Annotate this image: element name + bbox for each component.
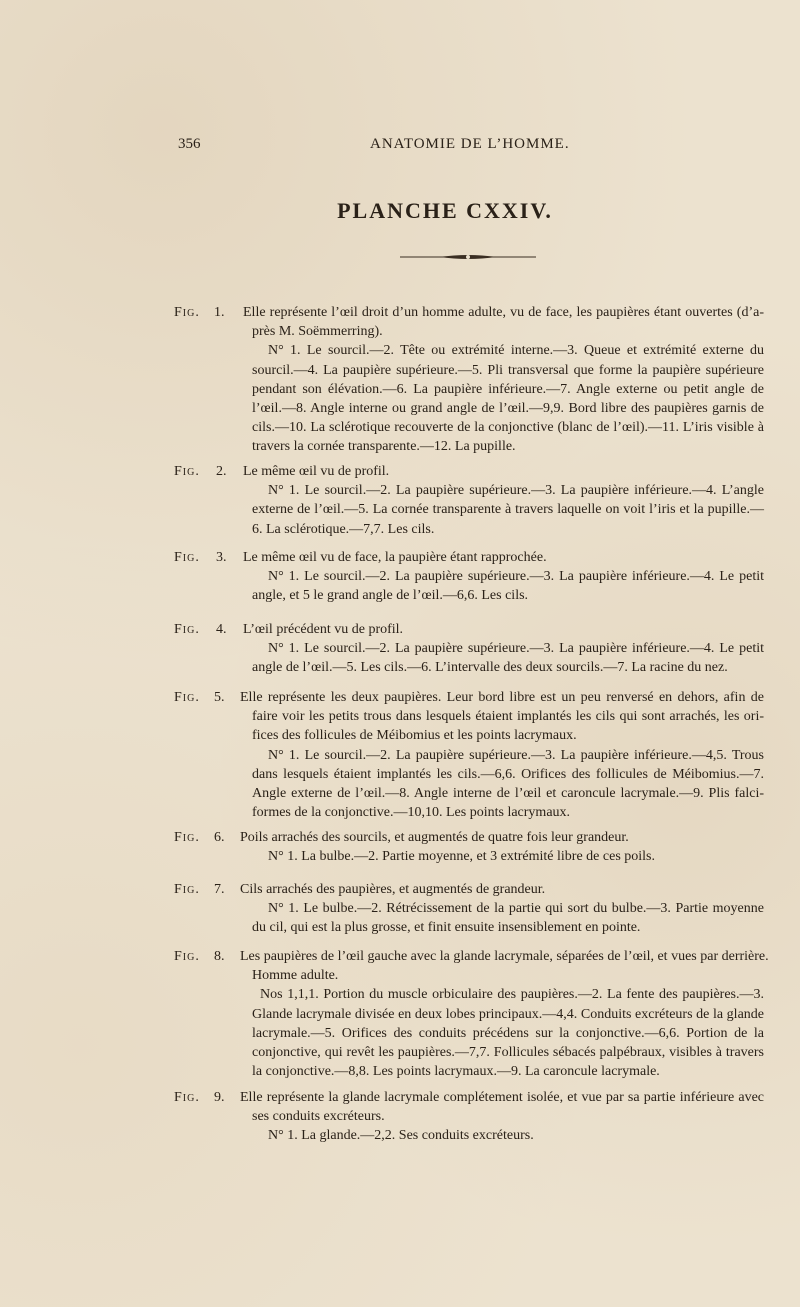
figure-label: Fig.: [174, 830, 200, 845]
figure-text-line: Les paupières de l’œil gauche avec la glande lacrymale, séparées de l’œil, et vues par derrière.: [240, 949, 769, 964]
figure-text-line: faire voir les petits trous dans lesquels étaient implantés les cils qui sont arrachés, les ori-: [252, 709, 764, 725]
figure-number: 9.: [214, 1090, 225, 1105]
figure-text-line: Poils arrachés des sourcils, et augmentés de quatre fois leur grandeur.: [240, 830, 629, 845]
running-head: ANATOMIE DE L’HOMME.: [370, 136, 570, 152]
figure-text-line: conjonctive, qui revêt les paupières.—7,7. Follicules sébacés palpébraux, visibles à travers: [252, 1045, 764, 1060]
figure-label: Fig.: [174, 882, 200, 897]
figure-text-line: Homme adulte.: [252, 968, 339, 984]
figure-text-line: Elle représente les deux paupières. Leur bord libre est un peu renversé en dehors, afin de: [240, 690, 764, 705]
figure-number: 2.: [216, 464, 227, 479]
figure-text-line: L’œil précédent vu de profil.: [243, 622, 404, 637]
figure-number: 5.: [214, 690, 225, 705]
figure-text-line: N° 1. Le bulbe.—2. Rétrécissement de la partie qui sort du bulbe.—3. Partie moyenne: [268, 901, 764, 917]
figure-number: 4.: [216, 622, 227, 637]
figure-text-line: formes de la conjonctive.—10,10. Les points lacrymaux.: [252, 805, 571, 821]
figure-text-line: N° 1. Le sourcil.—2. La paupière supérieure.—3. La paupière inférieure.—4. Le petit: [268, 641, 764, 657]
figure-text-line: sourcil.—4. La paupière supérieure.—5. Pli transversal que forme la paupière supérieure: [252, 362, 764, 378]
figure-label: Fig.: [174, 305, 200, 320]
figure-text-line: N° 1. Le sourcil.—2. La paupière supérieure.—3. La paupière inférieure.—4. Le petit: [268, 569, 764, 585]
figure-text-line: Glande lacrymale divisée en deux lobes principaux.—4,4. Conduits excréteurs de la glande: [252, 1006, 764, 1022]
figure-text-line: N° 1. Le sourcil.—2. La paupière supérieure.—3. La paupière inférieure.—4,5. Trous: [268, 747, 764, 763]
figure-text-line: dans lesquels étaient implantés les cils.—6,6. Orifices des follicules de Méibomius.—7.: [252, 766, 764, 782]
figure-text-line: N° 1. Le sourcil.—2. La paupière supérieure.—3. La paupière inférieure.—4. L’angle: [268, 483, 764, 499]
ornament-rule: [400, 251, 536, 263]
figure-label: Fig.: [174, 1090, 200, 1105]
figure-number: 6.: [214, 830, 225, 845]
figure-text-line: l’œil.—8. Angle interne ou grand angle de l’œil.—9,9. Bord libre des paupières garnis de: [252, 401, 764, 416]
figure-text-line: fices des follicules de Méibomius et les points lacrymaux.: [252, 728, 577, 744]
figure-text-line: la conjonctive.—8,8. Les points lacrymaux.—9. La caroncule lacrymale.: [252, 1064, 660, 1080]
figure-text-line: 6. La sclérotique.—7,7. Les cils.: [252, 521, 435, 537]
figure-label: Fig.: [174, 949, 200, 964]
figure-text-line: angle, et 5 le grand angle de l’œil.—6,6. Les cils.: [252, 588, 529, 604]
figure-text-line: angle de l’œil.—5. Les cils.—6. L’intervalle des deux sourcils.—7. La racine du nez.: [252, 660, 728, 676]
figure-number: 1.: [214, 305, 225, 320]
figure-text-line: externe de l’œil.—5. La cornée transparente à travers laquelle on voit l’iris et la pupille.—: [252, 502, 764, 518]
figure-text-line: lacrymale.—5. Orifices des conduits précédens sur la conjonctive.—6,6. Portion de la: [252, 1025, 764, 1041]
figure-label: Fig.: [174, 550, 200, 565]
figure-text-line: Cils arrachés des paupières, et augmentés de grandeur.: [240, 882, 546, 897]
figure-text-line: pendant son élévation.—6. La paupière inférieure.—7. Angle externe ou petit angle de: [252, 381, 764, 397]
figure-label: Fig.: [174, 622, 200, 637]
page-number: 356: [178, 136, 201, 152]
figure-text-line: Le même œil vu de face, la paupière étant rapprochée.: [243, 550, 547, 565]
figure-text-line: N° 1. La glande.—2,2. Ses conduits excréteurs.: [268, 1128, 534, 1144]
figure-text-line: Le même œil vu de profil.: [243, 464, 390, 479]
figure-text-line: Elle représente la glande lacrymale complétement isolée, et vue par sa partie inférieure avec: [240, 1090, 764, 1105]
figure-number: 8.: [214, 949, 225, 964]
figure-text-line: du cil, qui est la plus grosse, et finit ensuite insensiblement en pointe.: [252, 920, 641, 936]
figure-label: Fig.: [174, 690, 200, 705]
figure-text-line: près M. Soëmmerring).: [252, 324, 383, 340]
figure-text-line: Angle externe de l’œil.—8. Angle interne de l’œil et caroncule lacrymale.—9. Plis falci-: [252, 786, 764, 801]
figure-text-line: travers la cornée transparente.—12. La pupille.: [252, 439, 516, 455]
plate-title: PLANCHE CXXIV.: [337, 198, 553, 223]
figure-text-line: Nos 1,1,1. Portion du muscle orbiculaire des paupières.—2. La fente des paupières.—3.: [260, 987, 764, 1003]
figure-text-line: N° 1. Le sourcil.—2. Tête ou extrémité interne.—3. Queue et extrémité externe du: [268, 343, 764, 359]
figure-number: 7.: [214, 882, 225, 897]
figure-label: Fig.: [174, 464, 200, 479]
figure-text-line: cils.—10. La sclérotique recouverte de la conjonctive (blanc de l’œil).—11. L’iris visible à: [252, 420, 764, 436]
figure-text-line: Elle représente l’œil droit d’un homme adulte, vu de face, les paupières étant ouvertes (d’a-: [243, 305, 764, 320]
figure-text-line: N° 1. La bulbe.—2. Partie moyenne, et 3 extrémité libre de ces poils.: [268, 849, 655, 865]
figure-number: 3.: [216, 550, 227, 565]
figure-text-line: ses conduits excréteurs.: [252, 1109, 385, 1125]
